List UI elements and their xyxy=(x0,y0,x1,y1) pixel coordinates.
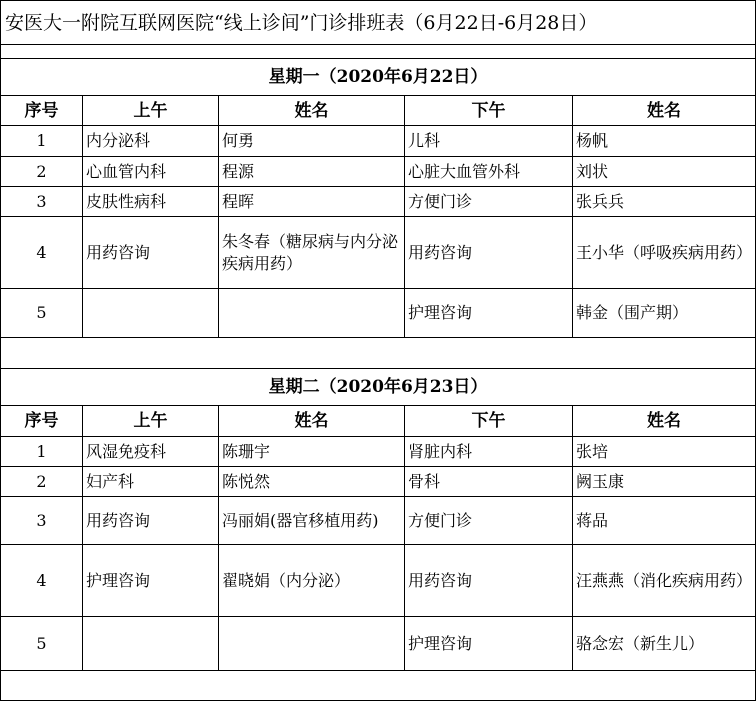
am-doctor: 冯丽娟(器官移植用药) xyxy=(219,497,405,545)
header-row xyxy=(1,96,756,126)
am-doctor: 朱冬春（糖尿病与内分泌疾病用药） xyxy=(219,217,405,289)
header-no: 序号 xyxy=(1,406,83,437)
header-am-name: 姓名 xyxy=(219,96,405,126)
pm-dept: 心脏大血管外科 xyxy=(405,157,573,187)
am-dept: 用药咨询 xyxy=(83,497,219,545)
row-no: 4 xyxy=(1,545,83,617)
pm-doctor: 张兵兵 xyxy=(573,187,756,217)
day-heading: 星期一（2020年6月22日） xyxy=(1,59,756,96)
table-row xyxy=(1,217,756,289)
row-no: 5 xyxy=(1,617,83,671)
row-no: 2 xyxy=(1,467,83,497)
row-no: 4 xyxy=(1,217,83,289)
pm-doctor: 韩金（围产期） xyxy=(573,289,756,338)
row-no: 1 xyxy=(1,126,83,157)
am-doctor: 程晖 xyxy=(219,187,405,217)
pm-dept: 用药咨询 xyxy=(405,545,573,617)
am-doctor: 程源 xyxy=(219,157,405,187)
table-row xyxy=(1,467,756,497)
row-no: 3 xyxy=(1,187,83,217)
pm-doctor: 刘状 xyxy=(573,157,756,187)
header-am: 上午 xyxy=(83,96,219,126)
header-am: 上午 xyxy=(83,406,219,437)
header-no: 序号 xyxy=(1,96,83,126)
pm-dept: 方便门诊 xyxy=(405,187,573,217)
table-row xyxy=(1,617,756,671)
page-title: 安医大一附院互联网医院“线上诊间”门诊排班表（6月22日-6月28日） xyxy=(1,1,756,45)
pm-dept: 肾脏内科 xyxy=(405,437,573,467)
am-dept: 妇产科 xyxy=(83,467,219,497)
header-row xyxy=(1,406,756,437)
gap-row xyxy=(1,671,756,701)
day-heading: 星期二（2020年6月23日） xyxy=(1,369,756,406)
row-no: 1 xyxy=(1,437,83,467)
pm-doctor: 骆念宏（新生儿） xyxy=(573,617,756,671)
pm-doctor: 王小华（呼吸疾病用药） xyxy=(573,217,756,289)
table-row xyxy=(1,545,756,617)
row-no: 2 xyxy=(1,157,83,187)
am-doctor xyxy=(219,617,405,671)
row-no: 3 xyxy=(1,497,83,545)
am-doctor: 翟晓娟（内分泌） xyxy=(219,545,405,617)
table-row xyxy=(1,187,756,217)
am-dept: 风湿免疫科 xyxy=(83,437,219,467)
pm-dept: 方便门诊 xyxy=(405,497,573,545)
am-dept: 皮肤性病科 xyxy=(83,187,219,217)
header-pm: 下午 xyxy=(405,406,573,437)
day-heading-row xyxy=(1,59,756,96)
header-am-name: 姓名 xyxy=(219,406,405,437)
am-doctor: 陈悦然 xyxy=(219,467,405,497)
header-pm-name: 姓名 xyxy=(573,406,756,437)
pm-dept: 用药咨询 xyxy=(405,217,573,289)
am-dept: 护理咨询 xyxy=(83,545,219,617)
am-doctor xyxy=(219,289,405,338)
pm-doctor: 汪燕燕（消化疾病用药） xyxy=(573,545,756,617)
pm-doctor: 张培 xyxy=(573,437,756,467)
pm-dept: 护理咨询 xyxy=(405,617,573,671)
am-doctor: 陈珊宇 xyxy=(219,437,405,467)
table-row xyxy=(1,289,756,338)
am-dept xyxy=(83,289,219,338)
table-row xyxy=(1,126,756,157)
gap-row xyxy=(1,45,756,59)
day-heading-row xyxy=(1,369,756,406)
table-row xyxy=(1,437,756,467)
header-pm: 下午 xyxy=(405,96,573,126)
title-row xyxy=(1,1,756,45)
header-pm-name: 姓名 xyxy=(573,96,756,126)
table-row xyxy=(1,497,756,545)
pm-dept: 骨科 xyxy=(405,467,573,497)
am-dept: 用药咨询 xyxy=(83,217,219,289)
pm-doctor: 杨帆 xyxy=(573,126,756,157)
pm-dept: 儿科 xyxy=(405,126,573,157)
am-dept: 内分泌科 xyxy=(83,126,219,157)
gap-row xyxy=(1,338,756,369)
pm-doctor: 蒋品 xyxy=(573,497,756,545)
row-no: 5 xyxy=(1,289,83,338)
pm-dept: 护理咨询 xyxy=(405,289,573,338)
pm-doctor: 阙玉康 xyxy=(573,467,756,497)
am-dept: 心血管内科 xyxy=(83,157,219,187)
table-row xyxy=(1,157,756,187)
am-dept xyxy=(83,617,219,671)
am-doctor: 何勇 xyxy=(219,126,405,157)
